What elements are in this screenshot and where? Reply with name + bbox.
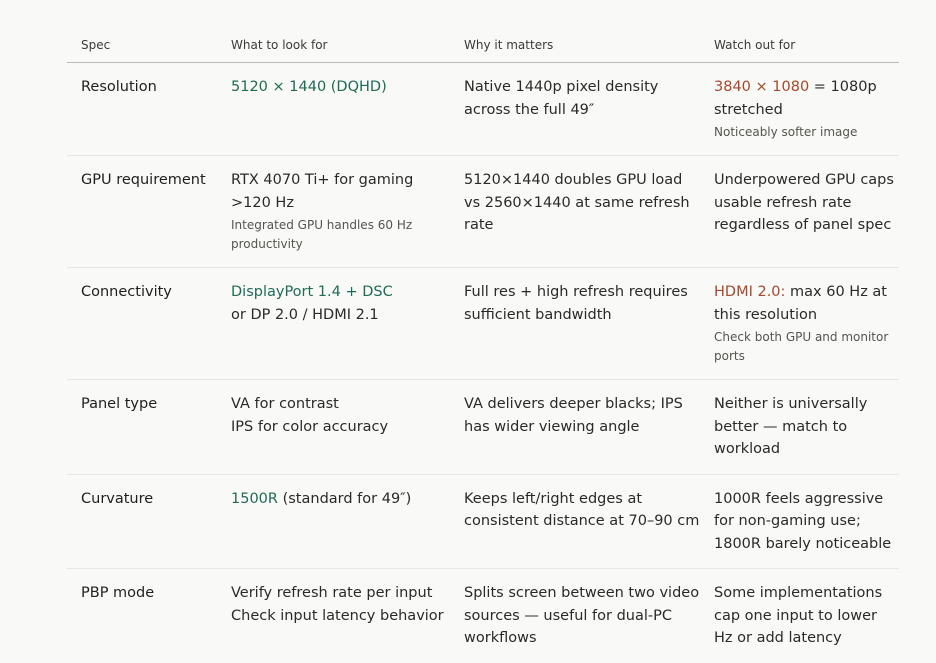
table-row-resolution — [67, 63, 899, 156]
row-watch-cell: Neither is universally better — match to workload — [700, 380, 899, 475]
watch-text-line-1: 1000R feels aggressive for non-gaming use; — [714, 490, 884, 529]
watch-note: Noticeably softer image — [714, 125, 858, 139]
table-row-connectivity — [67, 268, 899, 380]
look-text-line-1: Verify refresh rate per input — [231, 585, 433, 601]
look-note: Integrated GPU handles 60 Hz productivity — [231, 218, 413, 251]
table-header-row — [67, 28, 899, 63]
row-watch-cell: Underpowered GPU caps usable refresh rate regardless of panel spec — [700, 156, 899, 268]
row-look-cell — [217, 569, 450, 663]
row-spec-label: PBP mode — [81, 585, 155, 601]
look-text-line-2: IPS for color accuracy — [231, 418, 389, 435]
table-row-gpu-requirement — [67, 156, 899, 268]
row-look-cell — [217, 156, 450, 268]
row-why-cell: Splits screen between two video sources — useful for dual-PC workflows — [464, 585, 700, 646]
table-row-curvature — [67, 474, 899, 569]
row-look-cell — [217, 63, 450, 156]
row-watch-cell — [700, 474, 899, 569]
look-highlight: 1500R — [231, 490, 278, 507]
header-why-it-matters: Why it matters — [450, 28, 700, 63]
watch-highlight: HDMI 2.0: — [714, 284, 786, 300]
row-why-cell: VA delivers deeper blacks; IPS has wider viewing angle — [450, 380, 700, 475]
row-why-cell: Native 1440p pixel density across the full 49″ — [450, 63, 700, 156]
table-row-panel-type — [67, 380, 899, 475]
watch-note: Check both GPU and monitor ports — [714, 330, 889, 363]
row-watch-cell — [700, 268, 899, 380]
header-what-to-look-for: What to look for — [217, 28, 450, 63]
row-look-cell — [217, 268, 450, 380]
row-spec-label: Resolution — [67, 63, 217, 156]
header-watch-out-for: Watch out for — [700, 28, 899, 63]
row-spec-label: GPU requirement — [67, 156, 217, 268]
look-text-line-2: or DP 2.0 / HDMI 2.1 — [231, 306, 379, 323]
watch-highlight: 3840 × 1080 — [714, 79, 810, 95]
watch-text: max 60 Hz at this resolution — [714, 284, 887, 323]
spec-table-container — [67, 28, 899, 663]
row-why-cell: Keeps left/right edges at consistent distance at 70–90 cm — [450, 474, 700, 569]
look-text: (standard for 49″) — [277, 490, 412, 507]
row-watch-cell — [700, 63, 899, 156]
header-spec: Spec — [67, 28, 217, 63]
look-text-line-2: Check input latency behavior — [231, 607, 444, 624]
row-spec-label: Connectivity — [67, 268, 217, 380]
table-row-pbp-mode — [67, 569, 899, 663]
row-why-cell: 5120×1440 doubles GPU load vs 2560×1440 at same refresh rate — [450, 156, 700, 268]
row-look-cell — [217, 380, 450, 475]
look-text: RTX 4070 Ti+ for gaming >120 Hz — [231, 172, 414, 211]
watch-text: = 1080p stretched — [714, 79, 877, 118]
look-text-line-1: VA for contrast — [231, 396, 339, 412]
row-spec-label: Curvature — [67, 474, 217, 569]
monitor-spec-table — [67, 28, 899, 663]
row-spec-label: Panel type — [67, 380, 217, 475]
row-watch-cell: Some implementations cap one input to lower Hz or add latency — [714, 585, 883, 646]
look-highlight: DisplayPort 1.4 + DSC — [231, 284, 393, 300]
watch-text-line-2: 1800R barely noticeable — [714, 535, 892, 552]
look-highlight: 5120 × 1440 (DQHD) — [231, 79, 387, 95]
row-why-cell: Full res + high refresh requires sufficient bandwidth — [450, 268, 700, 380]
row-look-cell — [217, 474, 450, 569]
